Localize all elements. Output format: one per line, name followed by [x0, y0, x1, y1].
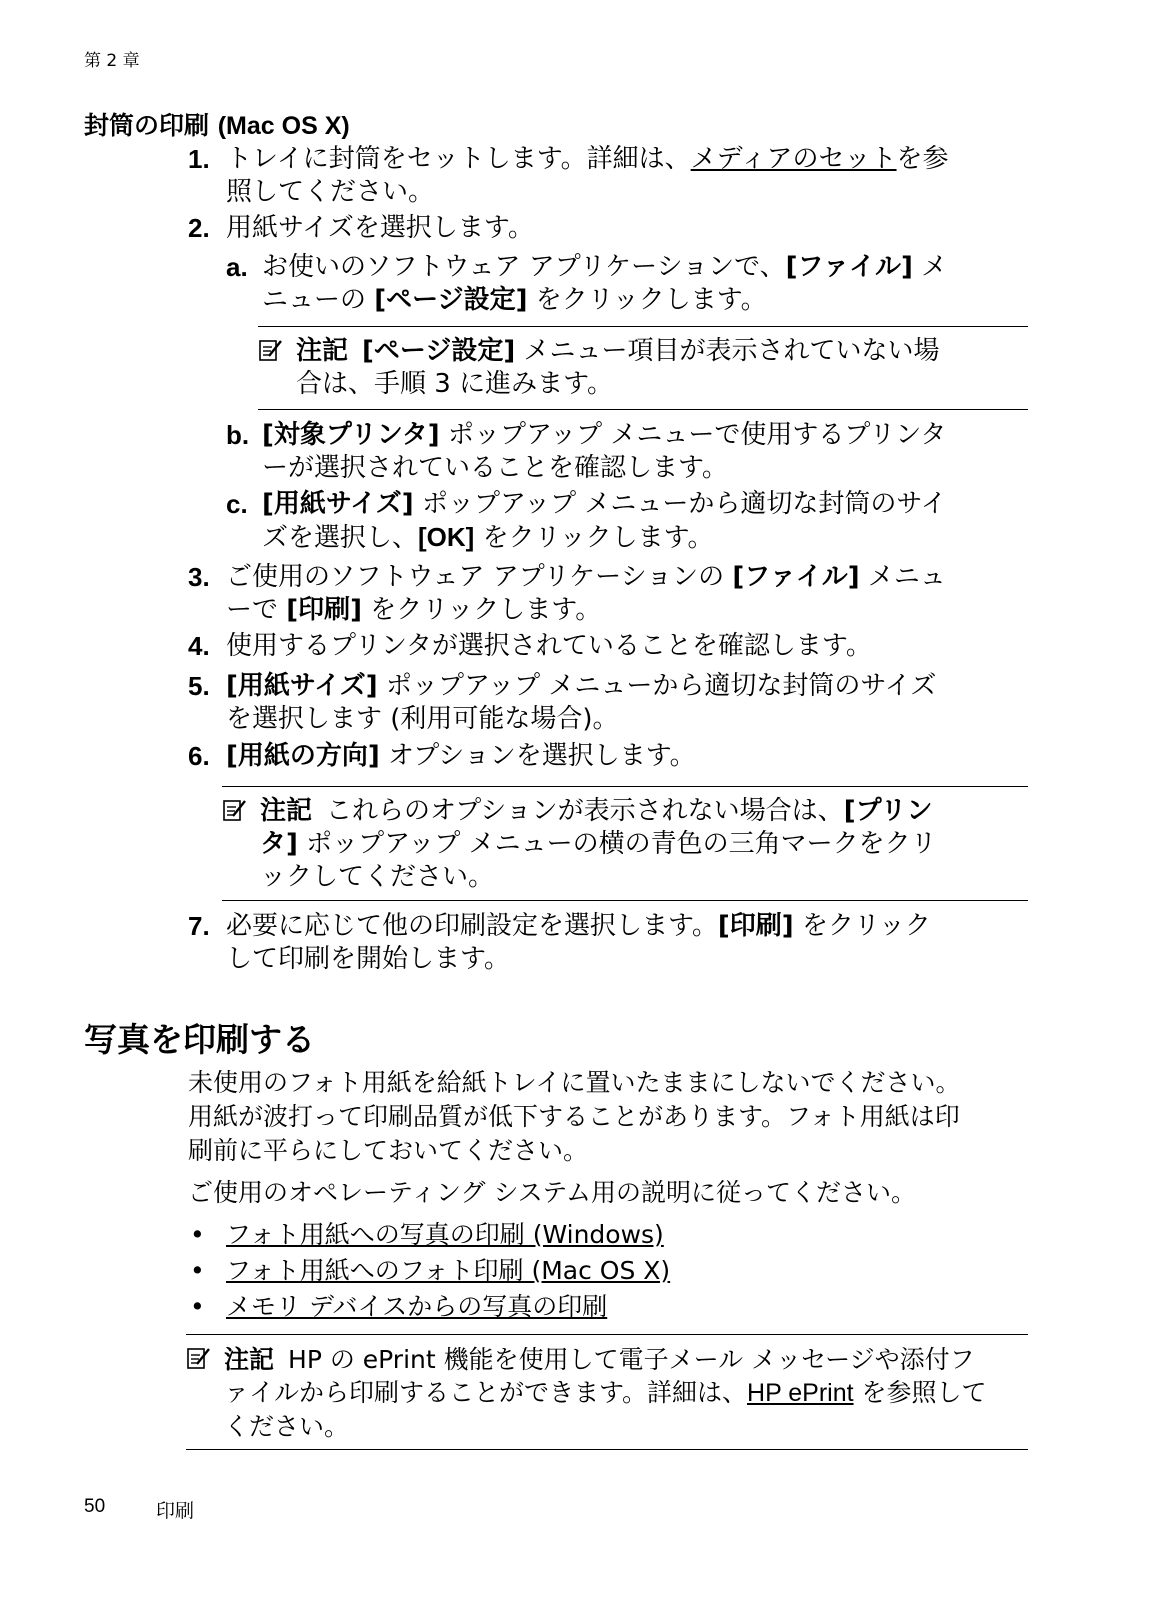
substep-letter: b.	[226, 420, 250, 450]
link-photo-print-windows[interactable]: フォト用紙への写真の印刷 (Windows)	[226, 1220, 664, 1249]
note-text: ックしてください。	[260, 862, 495, 892]
step-text: ポップアップ メニューから適切な封筒のサイズ	[377, 671, 937, 701]
bullet-dot: •	[190, 1220, 205, 1249]
step-4	[188, 630, 872, 663]
page-setup-label: [ページ設定]	[374, 285, 528, 315]
step-text: を選択します (利用可能な場合)。	[226, 704, 619, 734]
step-number: 3.	[188, 562, 210, 592]
paper-size-label: [用紙サイズ]	[262, 489, 414, 519]
media-set-link[interactable]: メディアのセット	[690, 144, 897, 174]
note-text: ポップアップ メニューの横の青色の三角マークをクリ	[297, 829, 937, 859]
note-text: これらのオプションが表示されない場合は、	[326, 796, 844, 826]
step-text: をクリック	[793, 911, 931, 941]
step-2	[188, 212, 534, 245]
note-box-page-setup	[258, 326, 1028, 410]
step-text: 用紙サイズを選択します。	[226, 213, 534, 243]
section-title-photo: 写真を印刷する	[84, 1020, 315, 1059]
note-icon	[186, 1345, 212, 1371]
step-1	[188, 143, 949, 209]
bullet-windows	[190, 1218, 664, 1251]
step-7	[188, 910, 931, 976]
step-number: 4.	[188, 631, 210, 661]
step-number: 6.	[188, 741, 210, 771]
substep-c	[226, 488, 947, 555]
step-number: 2.	[188, 213, 210, 243]
print-label: [印刷]	[717, 911, 794, 941]
link-photo-print-mac[interactable]: フォト用紙へのフォト印刷 (Mac OS X)	[226, 1256, 671, 1285]
paragraph-line: 刷前に平らにしておいてください。	[188, 1136, 589, 1165]
substep-text: をクリックします。	[527, 285, 767, 315]
ok-label: [OK]	[418, 522, 475, 552]
bullet-dot: •	[190, 1292, 205, 1321]
paragraph-line: 用紙が波打って印刷品質が低下することがあります。フォト用紙は印	[188, 1102, 960, 1131]
step-text: オプションを選択します。	[379, 741, 696, 771]
bullet-dot: •	[190, 1256, 205, 1285]
step-text: メニュ	[859, 562, 946, 592]
step-text: をクリックします。	[362, 595, 602, 625]
step-text: ご使用のソフトウェア アプリケーションの	[226, 562, 733, 592]
substep-text: ポップアップ メニューから適切な封筒のサイ	[413, 489, 947, 519]
step-text: 使用するプリンタが選択されていることを確認します。	[226, 631, 872, 661]
step-text: して印刷を開始します。	[226, 944, 510, 974]
section-title-os: (Mac OS X)	[217, 112, 350, 140]
note-icon	[222, 797, 248, 823]
target-printer-label: [対象プリンタ]	[262, 420, 440, 450]
page-setup-label: [ページ設定]	[362, 336, 516, 366]
note-label: 注記	[296, 336, 349, 366]
step-6	[188, 740, 696, 773]
substep-text: お使いのソフトウェア アプリケーションで、	[262, 252, 786, 282]
note-text: 合は、手順 3 に進みます。	[296, 369, 613, 399]
file-menu-label: [ファイル]	[732, 562, 860, 592]
note-icon	[258, 337, 284, 363]
substep-text: ーが選択されていることを確認します。	[262, 453, 728, 483]
substep-letter: a.	[226, 252, 248, 282]
hp-eprint-link[interactable]: HP ePrint	[747, 1379, 854, 1407]
note-box-options	[222, 786, 1028, 901]
substep-a	[226, 251, 948, 317]
link-memory-device-print[interactable]: メモリ デバイスからの写真の印刷	[226, 1292, 608, 1321]
step-text: ーで	[226, 595, 287, 625]
note-label: 注記	[260, 796, 313, 826]
bullet-memory	[190, 1290, 608, 1323]
note-box-eprint	[186, 1334, 1028, 1450]
note-text: ァイルから印刷することができます。詳細は、	[224, 1378, 748, 1407]
chapter-label: 第 2 章	[84, 51, 140, 71]
substep-b	[226, 419, 947, 485]
section-title-ja: 封筒の印刷	[84, 111, 210, 140]
note-text: を参照して	[853, 1378, 987, 1407]
printer-menu-label: [プリン	[843, 796, 933, 826]
step-number: 1.	[188, 144, 210, 174]
printer-menu-label: タ]	[260, 829, 298, 859]
page-number: 50	[84, 1496, 106, 1517]
step-text: 照してください。	[226, 177, 435, 207]
substep-text: ニューの	[262, 285, 375, 315]
step-text: 必要に応じて他の印刷設定を選択します。	[226, 911, 718, 941]
step-number: 5.	[188, 671, 210, 701]
print-label: [印刷]	[286, 595, 363, 625]
intro-paragraph	[188, 1066, 961, 1168]
substep-letter: c.	[226, 489, 248, 519]
substep-text: メ	[912, 252, 948, 282]
step-number: 7.	[188, 911, 210, 941]
note-text: メニュー項目が表示されていない場	[515, 336, 940, 366]
section-title-envelope	[84, 106, 350, 142]
step-3	[188, 561, 946, 627]
file-menu-label: [ファイル]	[785, 252, 913, 282]
os-instructions: ご使用のオペレーティング システム用の説明に従ってください。	[188, 1178, 916, 1207]
paragraph-line: 未使用のフォト用紙を給紙トレイに置いたままにしないでください。	[188, 1068, 961, 1097]
note-label: 注記	[224, 1345, 275, 1374]
step-text: トレイに封筒をセットします。詳細は、	[226, 144, 691, 174]
orientation-label: [用紙の方向]	[226, 741, 380, 771]
substep-text: ポップアップ メニューで使用するプリンタ	[439, 420, 947, 450]
note-text: HP の ePrint 機能を使用して電子メール メッセージや添付フ	[288, 1345, 975, 1374]
footer-section: 印刷	[156, 1500, 195, 1522]
step-5	[188, 670, 937, 736]
step-text: を参	[896, 144, 949, 174]
substep-text: ズを選択し、	[262, 523, 419, 553]
paper-size-label: [用紙サイズ]	[226, 671, 378, 701]
substep-text: をクリックします。	[474, 523, 714, 553]
note-text: ください。	[224, 1412, 350, 1441]
bullet-mac	[190, 1254, 671, 1287]
